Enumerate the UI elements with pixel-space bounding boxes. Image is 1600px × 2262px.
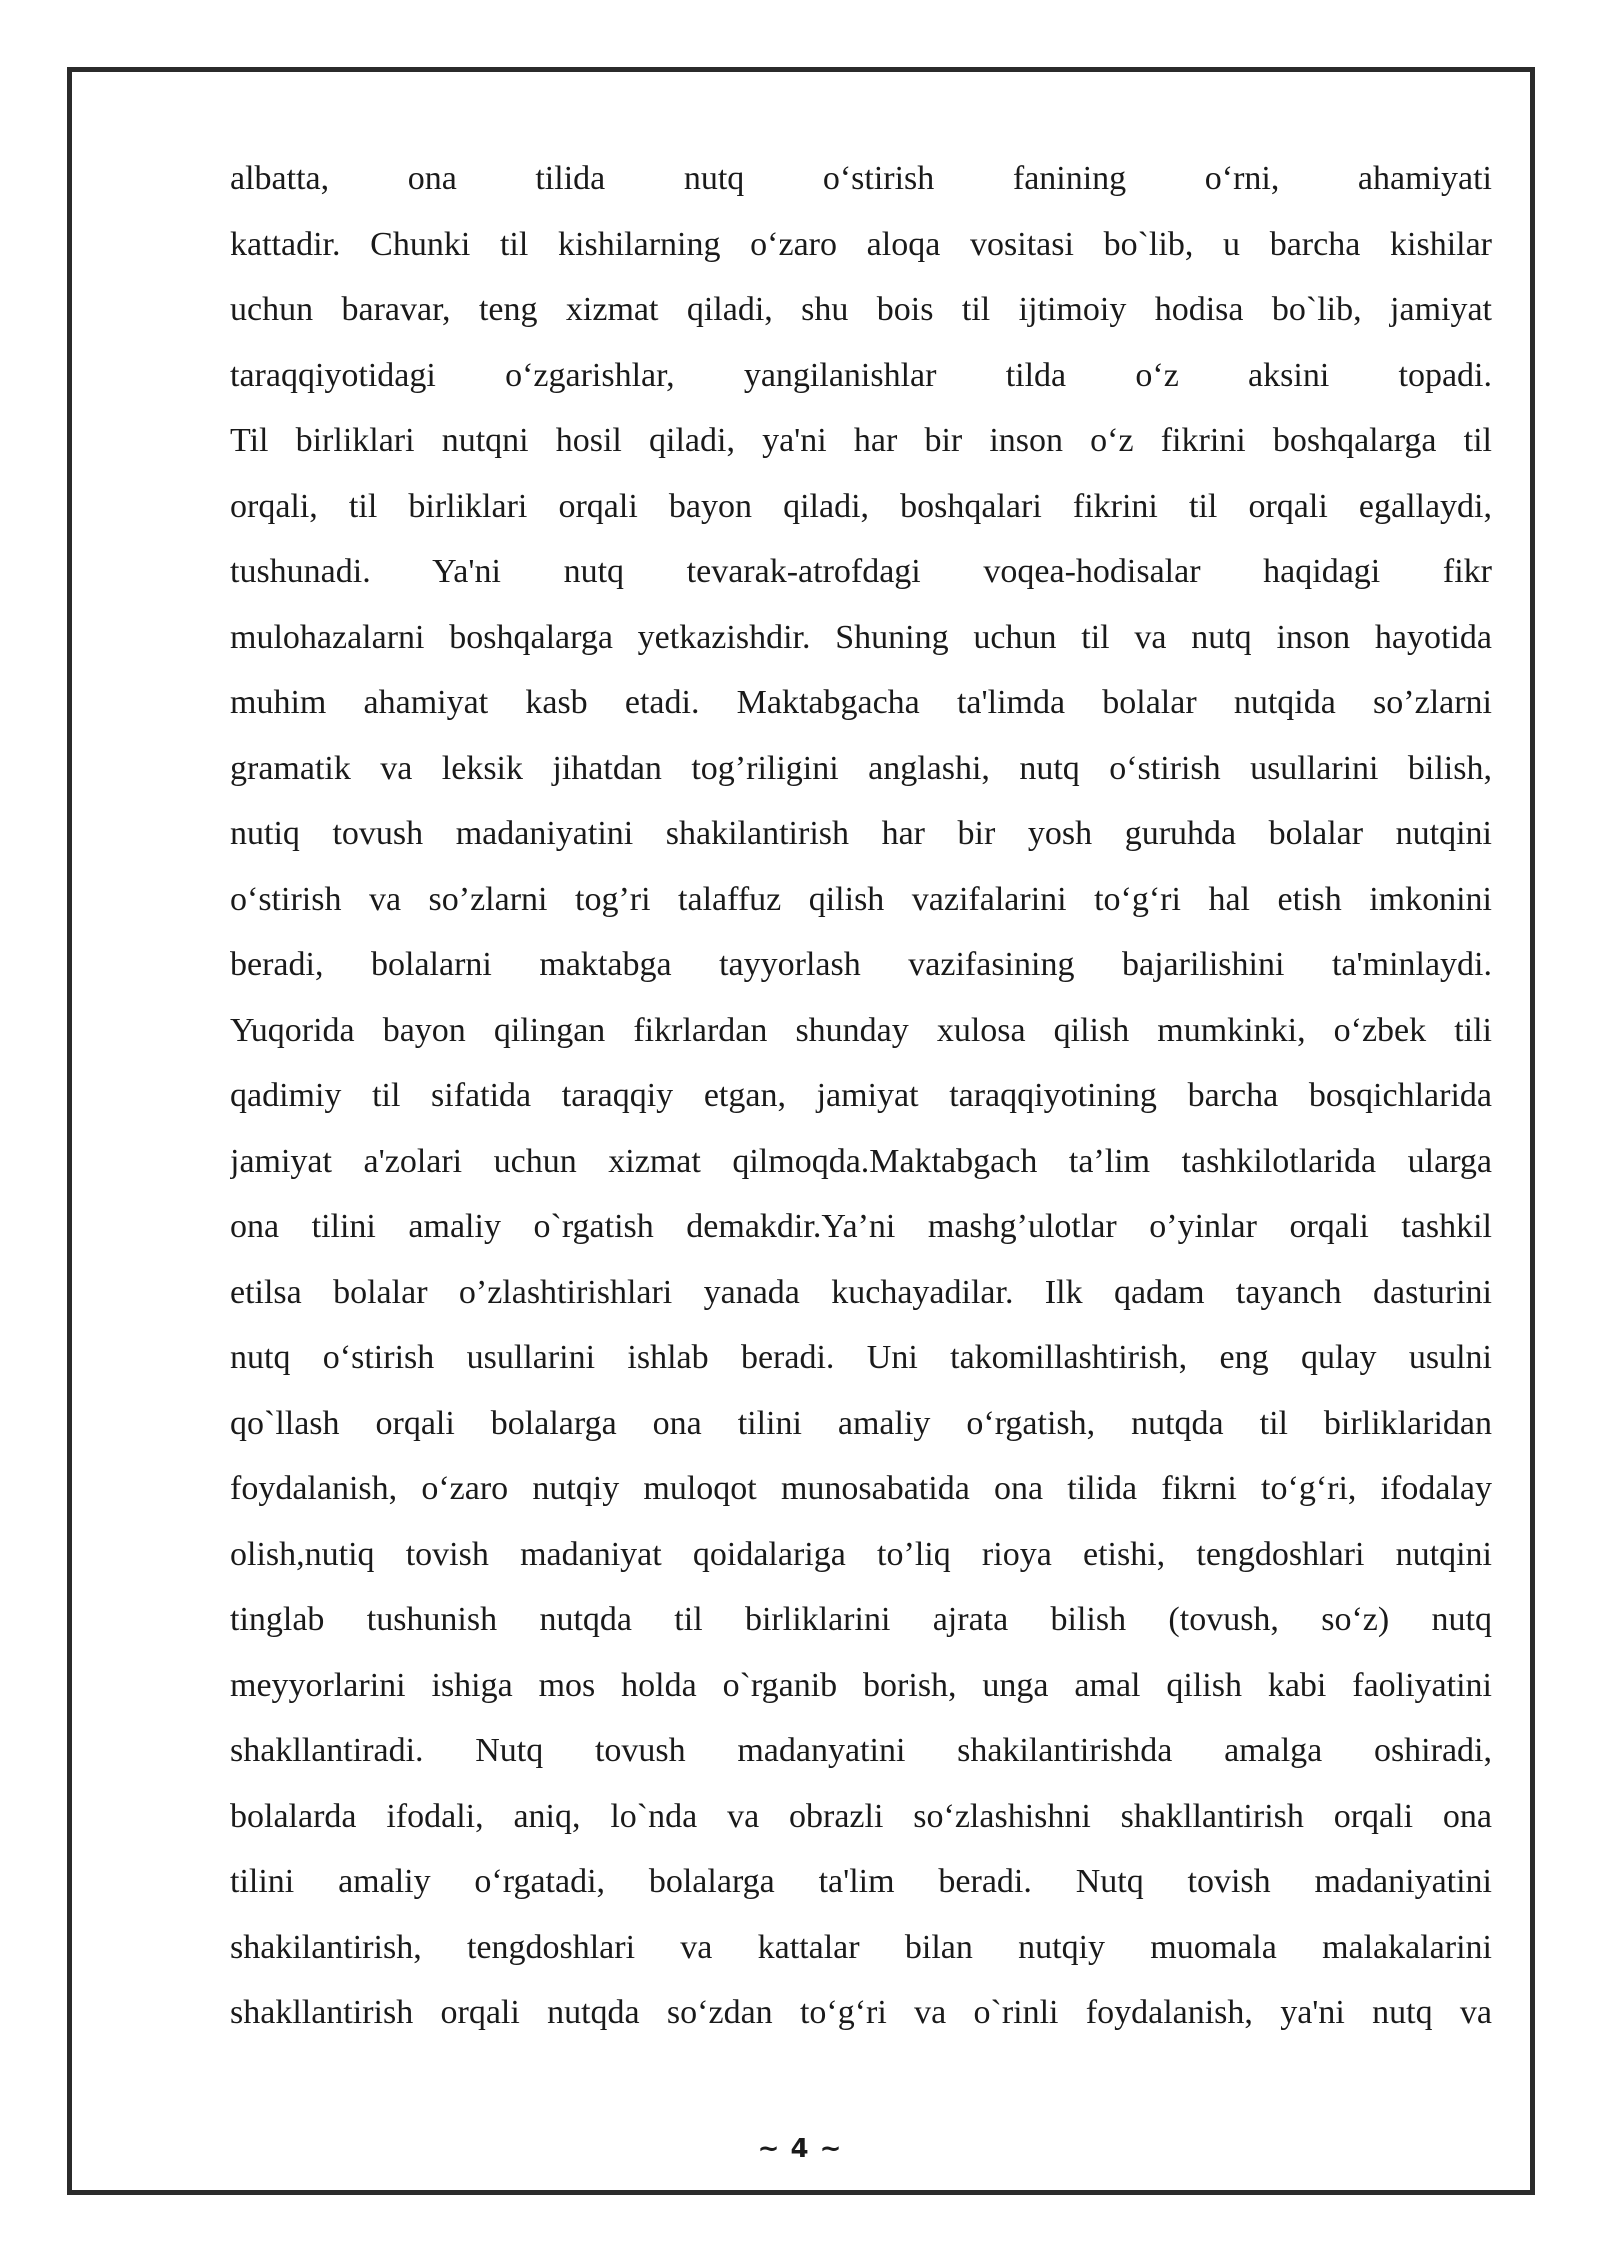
body-paragraph	[230, 146, 1492, 2046]
text-line: shakllantiradi. Nutq tovush madanyatini shakilantirishda amalga oshiradi,	[230, 1732, 1492, 1769]
text-line: qadimiy til sifatida taraqqiy etgan, jamiyat taraqqiyotining barcha bosqichlarida	[230, 1077, 1492, 1114]
text-line: tushunadi. Ya'ni nutq tevarak-atrofdagi voqea-hodisalar haqidagi fikr	[230, 553, 1492, 590]
text-line: shakilantirish, tengdoshlari va kattalar bilan nutqiy muomala malakalarini	[230, 1928, 1492, 1966]
text-line: mulohazalarni boshqalarga yetkazishdir. Shuning uchun til va nutq inson hayotida	[230, 618, 1492, 656]
text-line: qo`llash orqali bolalarga ona tilini amaliy o‘rgatish, nutqda til birliklaridan	[230, 1404, 1492, 1442]
text-line: orqali, til birliklari orqali bayon qiladi, boshqalari fikrini til orqali egallaydi,	[230, 487, 1492, 525]
text-line: shakllantirish orqali nutqda so‘zdan to‘g‘ri va o`rinli foydalanish, ya'ni nutq va	[230, 1994, 1492, 2031]
page-number: ~ 4 ~	[757, 2134, 843, 2164]
text-line: foydalanish, o‘zaro nutqiy muloqot munosabatida ona tilida fikrni to‘g‘ri, ifodalay	[230, 1470, 1492, 1507]
text-line: gramatik va leksik jihatdan tog’riligini anglashi, nutq o‘stirish usullarini bilish,	[230, 749, 1492, 787]
text-line: tinglab tushunish nutqda til birliklarini ajrata bilish (tovush, so‘z) nutq	[230, 1601, 1492, 1638]
text-line: tilini amaliy o‘rgatadi, bolalarga ta'lim beradi. Nutq tovish madaniyatini	[230, 1863, 1492, 1900]
text-line: etilsa bolalar o’zlashtirishlari yanada kuchayadilar. Ilk qadam tayanch dasturini	[230, 1273, 1492, 1311]
text-line: ona tilini amaliy o`rgatish demakdir.Ya’ni mashg’ulotlar o’yinlar orqali tashkil	[230, 1208, 1492, 1245]
text-line: meyyorlarini ishiga mos holda o`rganib borish, unga amal qilish kabi faoliyatini	[230, 1666, 1492, 1704]
text-line: taraqqiyotidagi o‘zgarishlar, yangilanishlar tilda o‘z aksini topadi.	[230, 356, 1492, 394]
text-line: kattadir. Chunki til kishilarning o‘zaro aloqa vositasi bo`lib, u barcha kishilar	[230, 225, 1492, 263]
text-line: bolalarda ifodali, aniq, lo`nda va obrazli so‘zlashishni shakllantirish orqali ona	[230, 1797, 1492, 1835]
text-line: albatta, ona tilida nutq o‘stirish fanining o‘rni, ahamiyati	[230, 160, 1492, 197]
text-line: nutq o‘stirish usullarini ishlab beradi. Uni takomillashtirish, eng qulay usulni	[230, 1339, 1492, 1376]
text-line: Yuqorida bayon qilingan fikrlardan shunday xulosa qilish mumkinki, o‘zbek tili	[230, 1011, 1492, 1049]
text-line: beradi, bolalarni maktabga tayyorlash vazifasining bajarilishini ta'minlaydi.	[230, 946, 1492, 983]
text-line: o‘stirish va so’zlarni tog’ri talaffuz qilish vazifalarini to‘g‘ri hal etish imkonini	[230, 880, 1492, 918]
text-line: uchun baravar, teng xizmat qiladi, shu bois til ijtimoiy hodisa bo`lib, jamiyat	[230, 291, 1492, 328]
text-line: muhim ahamiyat kasb etadi. Maktabgacha ta'limda bolalar nutqida so’zlarni	[230, 684, 1492, 721]
text-line: nutiq tovush madaniyatini shakilantirish har bir yosh guruhda bolalar nutqini	[230, 815, 1492, 852]
text-line: olish,nutiq tovish madaniyat qoidalariga to’liq rioya etishi, tengdoshlari nutqini	[230, 1535, 1492, 1573]
text-line: Til birliklari nutqni hosil qiladi, ya'ni har bir inson o‘z fikrini boshqalarga til	[230, 422, 1492, 459]
text-line: jamiyat a'zolari uchun xizmat qilmoqda.Maktabgach ta’lim tashkilotlarida ularga	[230, 1142, 1492, 1180]
